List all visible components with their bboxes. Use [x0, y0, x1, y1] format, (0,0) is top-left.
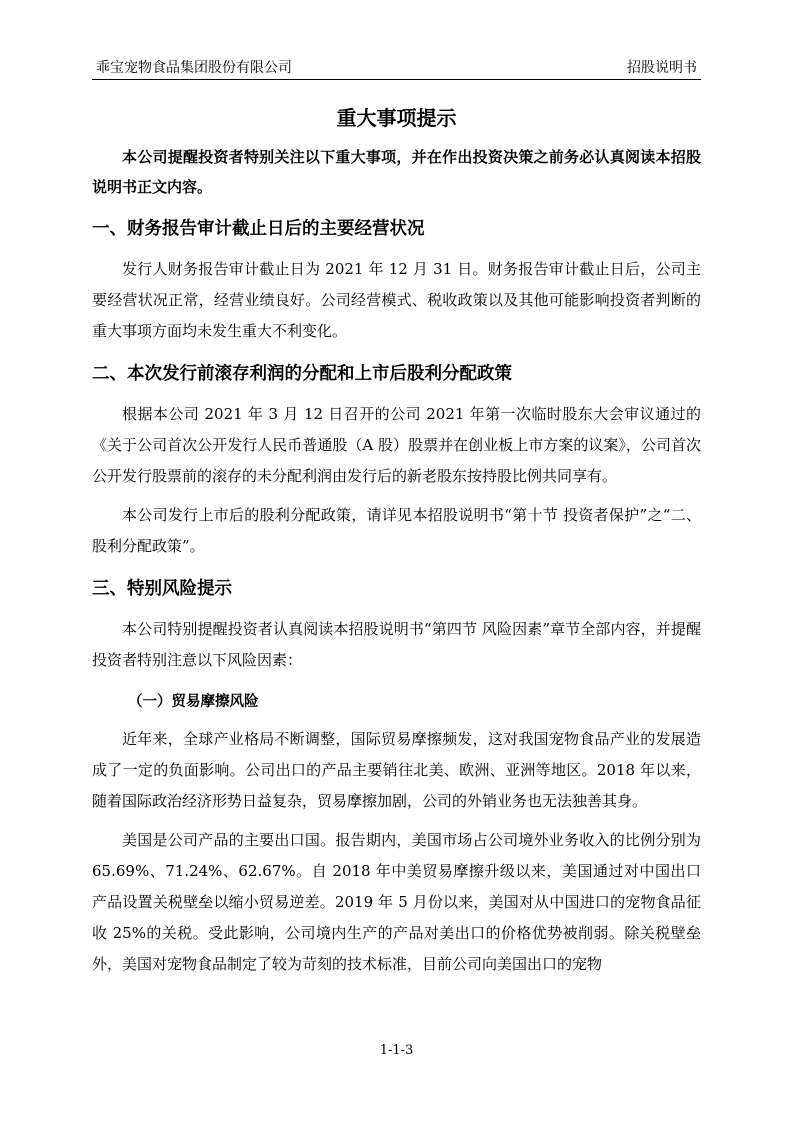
section-1-heading: 一、财务报告审计截止日后的主要经营状况 [92, 219, 425, 239]
section-2-paragraph-2: 本公司发行上市后的股利分配政策，请详见本招股说明书“第十节 投资者保护”之“二、股利分配政策”。 [92, 506, 701, 555]
page-number: 1-1-3 [379, 1043, 414, 1058]
subsection-paragraph-2: 美国是公司产品的主要出口国。报告期内，美国市场占公司境外业务收入的比例分别为 65.69%、71.24%、62.67%。自 2018 年中美贸易摩擦升级以来，美国通过对中国出口产品设置关税壁垒以缩小贸易逆差。2019 年 5 月份以来，美国对从中国进口的宠物食品征收 25%的关税。受此影响，公司境内生产的产品对美出口的价格优势被削弱。除关税壁垒外，美国对宠物食品制定了较为苛刻的技术标准，目前公司向美国出口的宠物 [92, 831, 701, 973]
section-2-paragraph-1: 根据本公司 2021 年 3 月 12 日召开的公司 2021 年第一次临时股东大会审议通过的《关于公司首次公开发行人民币普通股（A 股）股票并在创业板上市方案的议案》，公司首次公开发行股票前的滚存的未分配利润由发行后的新老股东按持股比例共同享有。 [92, 405, 701, 485]
section-3-paragraph-1: 本公司特别提醒投资者认真阅读本招股说明书“第四节 风险因素”章节全部内容，并提醒投资者特别注意以下风险因素： [92, 620, 701, 669]
section-1-paragraph-1: 发行人财务报告审计截止日为 2021 年 12 月 31 日。财务报告审计截止日后，公司主要经营状况正常，经营业绩良好。公司经营模式、税收政策以及其他可能影响投资者判断的重大事项方面均未发生重大不利变化。 [92, 260, 701, 340]
subsection-paragraph-1: 近年来，全球产业格局不断调整，国际贸易摩擦频发，这对我国宠物食品产业的发展造成了一定的负面影响。公司出口的产品主要销往北美、欧洲、亚洲等地区。2018 年以来，随着国际政治经济形势日益复杂，贸易摩擦加剧，公司的外销业务也无法独善其身。 [92, 730, 701, 810]
page-title: 重大事项提示 [336, 106, 457, 130]
intro-paragraph: 本公司提醒投资者特别关注以下重大事项，并在作出投资决策之前务必认真阅读本招股说明书正文内容。 [92, 148, 701, 196]
header-company-name: 乖宝宠物食品集团股份有限公司 [96, 60, 292, 76]
subsection-trade-friction-heading: （一）贸易摩擦风险 [128, 694, 259, 710]
section-2-heading: 二、本次发行前滚存利润的分配和上市后股利分配政策 [92, 364, 512, 384]
page-content [92, 100, 701, 980]
header-document-type: 招股说明书 [627, 60, 697, 76]
page-header [92, 55, 701, 80]
section-3-heading: 三、特别风险提示 [92, 579, 232, 599]
